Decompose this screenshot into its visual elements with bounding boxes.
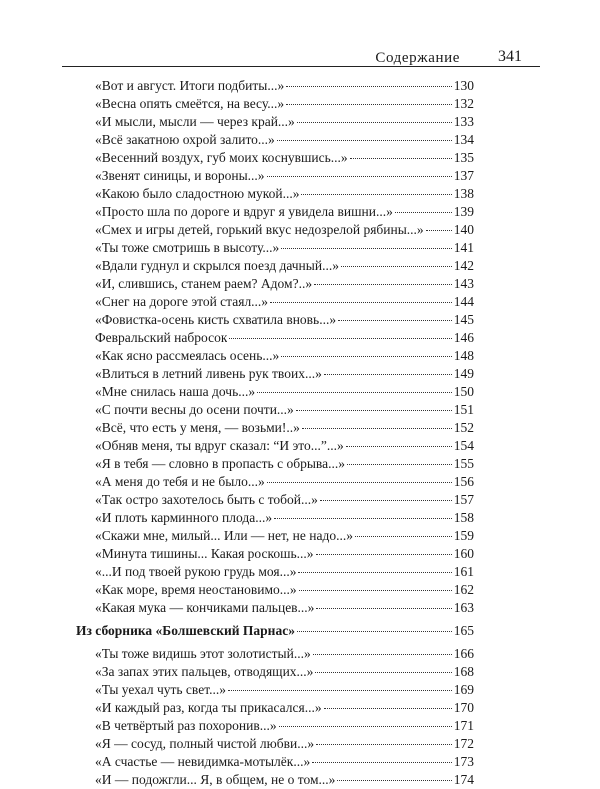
toc-entry-page: 159 [453,528,474,543]
toc-leader-dots [286,104,452,105]
toc-entry[interactable] [62,77,474,95]
toc-entry-title: «Скажи мне, милый... Или — нет, не надо...» [95,528,353,543]
toc-entry[interactable] [62,491,474,509]
toc-entry-title: «А счастье — невидимка-мотылёк...» [95,754,311,769]
toc-leader-dots [267,482,452,483]
toc-entry-title: «Я в тебя — словно в пропасть с обрыва...» [95,456,345,471]
toc-entry-page: 168 [453,664,474,679]
toc-entry-title: «Всё, что есть у меня, — возьми!..» [95,420,300,435]
toc-entry[interactable] [62,185,474,203]
toc-leader-dots [279,726,452,727]
toc-leader-dots [347,464,452,465]
toc-entry-title: «Снег на дороге этой стаял...» [95,294,269,309]
toc-entry-title: «Весенний воздух, губ моих коснувшись...» [95,150,348,165]
toc-entry[interactable] [62,419,474,437]
toc-entry[interactable] [62,95,474,113]
toc-entry-title: «И каждый раз, когда ты прикасался...» [95,700,322,715]
toc-leader-dots [341,266,452,267]
toc-entry[interactable] [62,329,474,347]
toc-entry[interactable] [62,221,474,239]
toc-entry[interactable] [62,365,474,383]
toc-entry-title: «Вдали гуднул и скрылся поезд дачный...» [95,258,339,273]
toc-section-page: 165 [453,623,474,638]
toc-entry-page: 143 [453,276,474,291]
running-header [62,44,540,66]
toc-leader-dots [296,410,452,411]
toc-entry-page: 172 [453,736,474,751]
toc-entry-page: 158 [453,510,474,525]
toc-entry-title: «Ты уехал чуть свет...» [95,682,226,697]
toc-entry-page: 140 [453,222,474,237]
toc-entry-page: 156 [453,474,474,489]
toc-entry[interactable] [62,599,474,617]
toc-entry[interactable] [62,663,474,681]
toc-entry[interactable] [62,401,474,419]
toc-entry-title: «В четвёртый раз похоронив...» [95,718,277,733]
toc-entry-title: «Мне снилась наша дочь...» [95,384,256,399]
toc-entry-page: 157 [453,492,474,507]
toc-leader-dots [297,122,452,123]
toc-entry-title: «Как ясно рассмеялась осень...» [95,348,280,363]
toc-entry-page: 146 [453,330,474,345]
toc-entry-page: 132 [453,96,474,111]
toc-leader-dots [257,392,452,393]
toc-entry[interactable] [62,581,474,599]
toc-entry-page: 133 [453,114,474,129]
toc-leader-dots [277,140,452,141]
toc-entry-page: 166 [453,646,474,661]
toc-entry-title: «Всё закатною охрой залито...» [95,132,275,147]
table-of-contents [62,77,474,789]
toc-leader-dots [297,631,452,632]
toc-entry-title: «И мысли, мысли — через край...» [95,114,295,129]
toc-entry-title: «Минута тишины... Какая роскошь...» [95,546,314,561]
toc-leader-dots [281,356,451,357]
toc-entry-page: 135 [453,150,474,165]
toc-leader-dots [316,554,452,555]
toc-entry-title: «Ты тоже смотришь в высоту...» [95,240,280,255]
toc-entry-title: «Как море, время неостановимо...» [95,582,297,597]
toc-leader-dots [229,338,451,339]
toc-leader-dots [274,518,452,519]
toc-entry[interactable] [62,753,474,771]
toc-leader-dots [228,690,452,691]
toc-entry-page: 142 [453,258,474,273]
toc-group-after [62,645,474,789]
toc-entry[interactable] [62,645,474,663]
toc-entry-page: 174 [453,772,474,787]
toc-entry-page: 148 [453,348,474,363]
toc-entry-title: «Смех и игры детей, горький вкус недозрелой рябины...» [95,222,424,237]
toc-entry[interactable] [62,293,474,311]
toc-entry[interactable] [62,437,474,455]
toc-entry[interactable] [62,455,474,473]
toc-entry-title: «Ты тоже видишь этот золотистый...» [95,646,311,661]
toc-entry[interactable] [62,563,474,581]
toc-entry-page: 169 [453,682,474,697]
toc-entry-page: 170 [453,700,474,715]
toc-entry[interactable] [62,275,474,293]
toc-leader-dots [313,654,452,655]
toc-entry[interactable] [62,681,474,699]
toc-leader-dots [324,374,452,375]
toc-entry[interactable] [62,311,474,329]
toc-leader-dots [355,536,452,537]
toc-leader-dots [395,212,452,213]
toc-section-heading[interactable] [62,622,474,640]
toc-entry[interactable] [62,473,474,491]
toc-entry-title: «Фовистка-осень кисть схватила вновь...» [95,312,337,327]
toc-entry-page: 173 [453,754,474,769]
toc-entry[interactable] [62,257,474,275]
toc-entry[interactable] [62,545,474,563]
toc-entry[interactable] [62,717,474,735]
toc-leader-dots [302,428,452,429]
toc-entry-page: 149 [453,366,474,381]
toc-leader-dots [281,248,452,249]
toc-leader-dots [346,446,452,447]
toc-leader-dots [314,284,452,285]
toc-entry-title: «И — подожгли... Я, в общем, не о том...» [95,772,336,787]
toc-leader-dots [315,672,451,673]
toc-entry[interactable] [62,113,474,131]
toc-leader-dots [301,194,451,195]
toc-entry[interactable] [62,527,474,545]
toc-entry-page: 152 [453,420,474,435]
toc-leader-dots [286,86,452,87]
toc-entry-page: 163 [453,600,474,615]
toc-entry-title: «И, слившись, станем раем? Адом?..» [95,276,313,291]
toc-entry-title: «Вот и август. Итоги подбиты...» [95,78,285,93]
toc-entry[interactable] [62,771,474,789]
toc-leader-dots [320,500,452,501]
toc-entry[interactable] [62,509,474,527]
toc-entry-page: 137 [453,168,474,183]
toc-entry[interactable] [62,699,474,717]
toc-leader-dots [316,744,452,745]
toc-entry-title: «Так остро захотелось быть с тобой...» [95,492,318,507]
toc-entry-page: 171 [453,718,474,733]
toc-entry-page: 155 [453,456,474,471]
toc-entry[interactable] [62,239,474,257]
toc-entry-page: 145 [453,312,474,327]
toc-leader-dots [338,320,452,321]
toc-leader-dots [267,176,452,177]
toc-entry[interactable] [62,735,474,753]
toc-leader-dots [426,230,452,231]
toc-entry-page: 161 [453,564,474,579]
toc-section-title: Из сборника «Болшевский Парнас» [76,623,295,638]
toc-entry-title: Февральский набросок [95,330,228,345]
toc-leader-dots [324,708,452,709]
toc-entry-title: «...И под твоей рукою грудь моя...» [95,564,297,579]
toc-leader-dots [298,572,451,573]
toc-entry-title: «Я — сосуд, полный чистой любви...» [95,736,315,751]
toc-entry-page: 141 [453,240,474,255]
toc-entry-page: 144 [453,294,474,309]
toc-entry-page: 154 [453,438,474,453]
toc-entry-page: 139 [453,204,474,219]
toc-entry[interactable] [62,347,474,365]
toc-entry[interactable] [62,149,474,167]
toc-entry-title: «Просто шла по дороге и вдруг я увидела вишни...» [95,204,393,219]
toc-entry-title: «Обняв меня, ты вдруг сказал: “И это...”...» [95,438,344,453]
toc-entry-title: «Какою было сладостною мукой...» [95,186,300,201]
toc-entry[interactable] [62,203,474,221]
toc-entry-page: 134 [453,132,474,147]
toc-entry-title: «С почти весны до осени почти...» [95,402,294,417]
toc-entry-title: «Весна опять смеётся, на весу...» [95,96,285,111]
toc-entry-title: «За запах этих пальцев, отводящих...» [95,664,314,679]
toc-leader-dots [350,158,452,159]
toc-entry-title: «Какая мука — кончиками пальцев...» [95,600,315,615]
toc-entry-page: 151 [453,402,474,417]
toc-entry-page: 162 [453,582,474,597]
toc-entry-page: 130 [453,78,474,93]
toc-entry[interactable] [62,131,474,149]
toc-entry-page: 150 [453,384,474,399]
toc-entry-title: «Влиться в летний ливень рук твоих...» [95,366,322,381]
toc-entry-title: «И плоть карминного плода...» [95,510,273,525]
toc-entry-page: 138 [453,186,474,201]
header-page-number: 341 [498,48,522,65]
toc-leader-dots [312,762,452,763]
toc-entry[interactable] [62,167,474,185]
toc-leader-dots [316,608,451,609]
toc-entry[interactable] [62,383,474,401]
header-rule [62,66,540,67]
toc-group-before [62,77,474,617]
toc-entry-page: 160 [453,546,474,561]
toc-leader-dots [337,780,451,781]
toc-leader-dots [270,302,452,303]
toc-leader-dots [299,590,452,591]
toc-entry-title: «Звенят синицы, и вороны...» [95,168,265,183]
header-section-title: Содержание [375,50,460,66]
toc-entry-title: «А меня до тебя и не было...» [95,474,265,489]
